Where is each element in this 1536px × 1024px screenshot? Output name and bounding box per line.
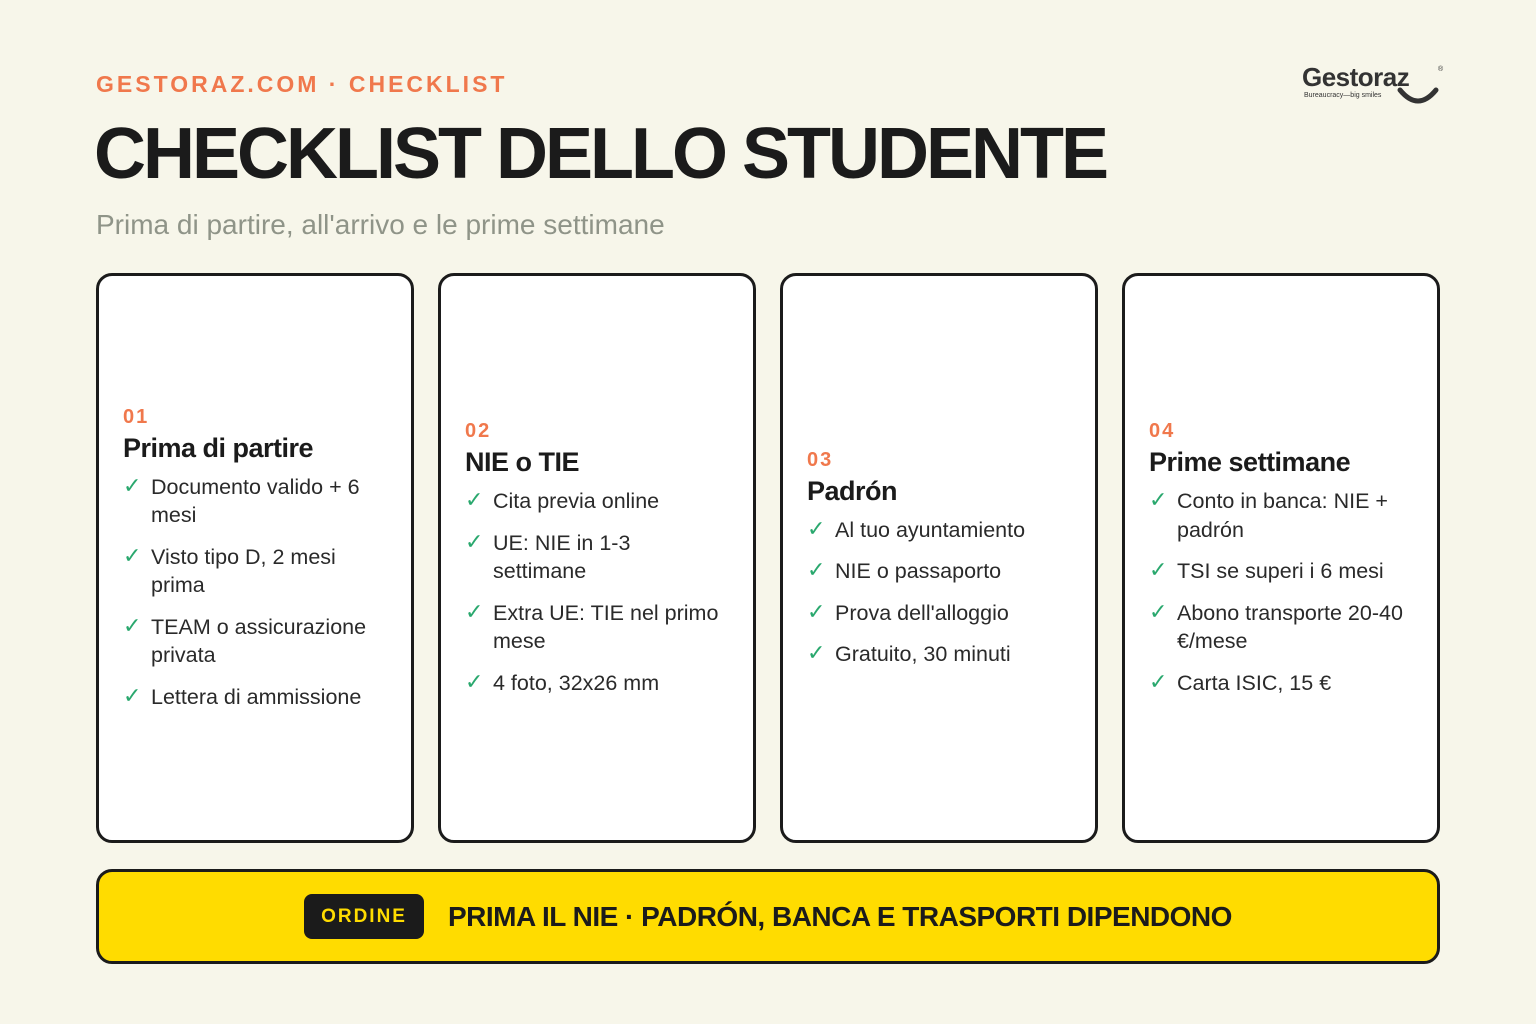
smile-icon [1396, 86, 1440, 106]
checklist [465, 487, 729, 697]
logo-tagline: Bureaucracy—big smiles [1304, 92, 1382, 99]
checklist-item [123, 473, 387, 530]
card-title: Prima di partire [123, 432, 314, 463]
checklist-item [465, 529, 729, 586]
check-icon: ✓ [1149, 669, 1168, 695]
checklist-item-text: Extra UE: TIE nel primo mese [493, 600, 719, 653]
check-icon: ✓ [1149, 599, 1168, 625]
check-icon: ✓ [807, 558, 826, 583]
checklist-item [465, 487, 729, 516]
checklist-item [465, 669, 729, 698]
checklist-item [1149, 557, 1413, 586]
checklist-item-text: Visto tipo D, 2 mesi prima [151, 544, 336, 598]
checklist-item-text: NIE o passaporto [835, 559, 1002, 583]
checklist-item [1149, 669, 1413, 698]
checklist-item-text: Gratuito, 30 minuti [835, 642, 1011, 666]
card-number: 02 [465, 420, 492, 442]
checklist-item-text: Cita previa online [493, 489, 660, 513]
checklist-item-text: TEAM o assicurazione privata [151, 614, 367, 668]
card-padron [780, 273, 1098, 843]
check-icon: ✓ [465, 669, 484, 695]
logo-registered-mark: ® [1438, 66, 1444, 73]
checklist-item-text: 4 foto, 32x26 mm [493, 670, 660, 695]
checklist-item-text: Documento valido + 6 mesi [151, 474, 360, 528]
logo-wordmark: Gestoraz [1302, 62, 1410, 92]
page-subtitle: Prima di partire, all'arrivo e le prime settimane [96, 209, 665, 240]
check-icon: ✓ [465, 529, 484, 555]
checklist-item-text: Prova dell'alloggio [835, 600, 1009, 625]
card-number: 04 [1149, 420, 1176, 442]
check-icon: ✓ [123, 683, 142, 709]
checklist-item-text: Lettera di ammissione [151, 684, 362, 709]
check-icon: ✓ [465, 599, 484, 625]
checklist-item [807, 640, 1071, 669]
checklist-item [1149, 487, 1413, 544]
check-icon: ✓ [1149, 558, 1168, 583]
checklist-item [1149, 599, 1413, 656]
order-banner-text: PRIMA IL NIE · PADRÓN, BANCA E TRASPORTI DIPENDONO [447, 900, 1232, 932]
checklist [1149, 487, 1413, 697]
check-icon: ✓ [807, 599, 826, 625]
check-icon: ✓ [123, 543, 142, 569]
checklist-item-text: Carta ISIC, 15 € [1177, 670, 1332, 695]
check-icon: ✓ [123, 473, 142, 499]
card-title: NIE o TIE [465, 447, 580, 477]
card-number: 01 [123, 405, 150, 428]
checklist-item-text: UE: NIE in 1-3 settimane [493, 530, 631, 583]
check-icon: ✓ [807, 641, 826, 666]
check-icon: ✓ [1149, 488, 1168, 513]
check-icon: ✓ [123, 613, 142, 639]
checklist-item [807, 516, 1071, 545]
checklist-item-text: TSI se superi i 6 mesi [1177, 559, 1384, 583]
checklist [123, 473, 387, 712]
checklist-item [123, 683, 387, 712]
check-icon: ✓ [807, 516, 826, 542]
card-prime-settimane [1122, 273, 1440, 843]
page-title: CHECKLIST DELLO STUDENTE [94, 114, 1107, 194]
checklist-item [807, 599, 1071, 628]
card-number: 03 [807, 448, 834, 471]
order-banner [96, 869, 1440, 964]
card-title: Prime settimane [1149, 447, 1351, 477]
checklist-item [807, 557, 1071, 586]
checklist-item-text: Al tuo ayuntamiento [835, 517, 1026, 542]
checklist [807, 516, 1071, 669]
checklist-item [123, 543, 387, 600]
checklist-item-text: Conto in banca: NIE + padrón [1177, 489, 1388, 542]
checklist-item [465, 599, 729, 656]
card-nie-o-tie [438, 273, 756, 843]
eyebrow-label: GESTORAZ.COM · CHECKLIST [96, 71, 508, 97]
checklist-cards [96, 273, 1440, 843]
gestoraz-logo [1300, 62, 1442, 110]
order-badge: ORDINE [304, 894, 424, 939]
checklist-item [123, 613, 387, 670]
card-prima-di-partire [96, 273, 414, 843]
checklist-item-text: Abono transporte 20-40 €/mese [1177, 600, 1403, 653]
card-title: Padrón [807, 475, 898, 506]
check-icon: ✓ [465, 488, 484, 513]
